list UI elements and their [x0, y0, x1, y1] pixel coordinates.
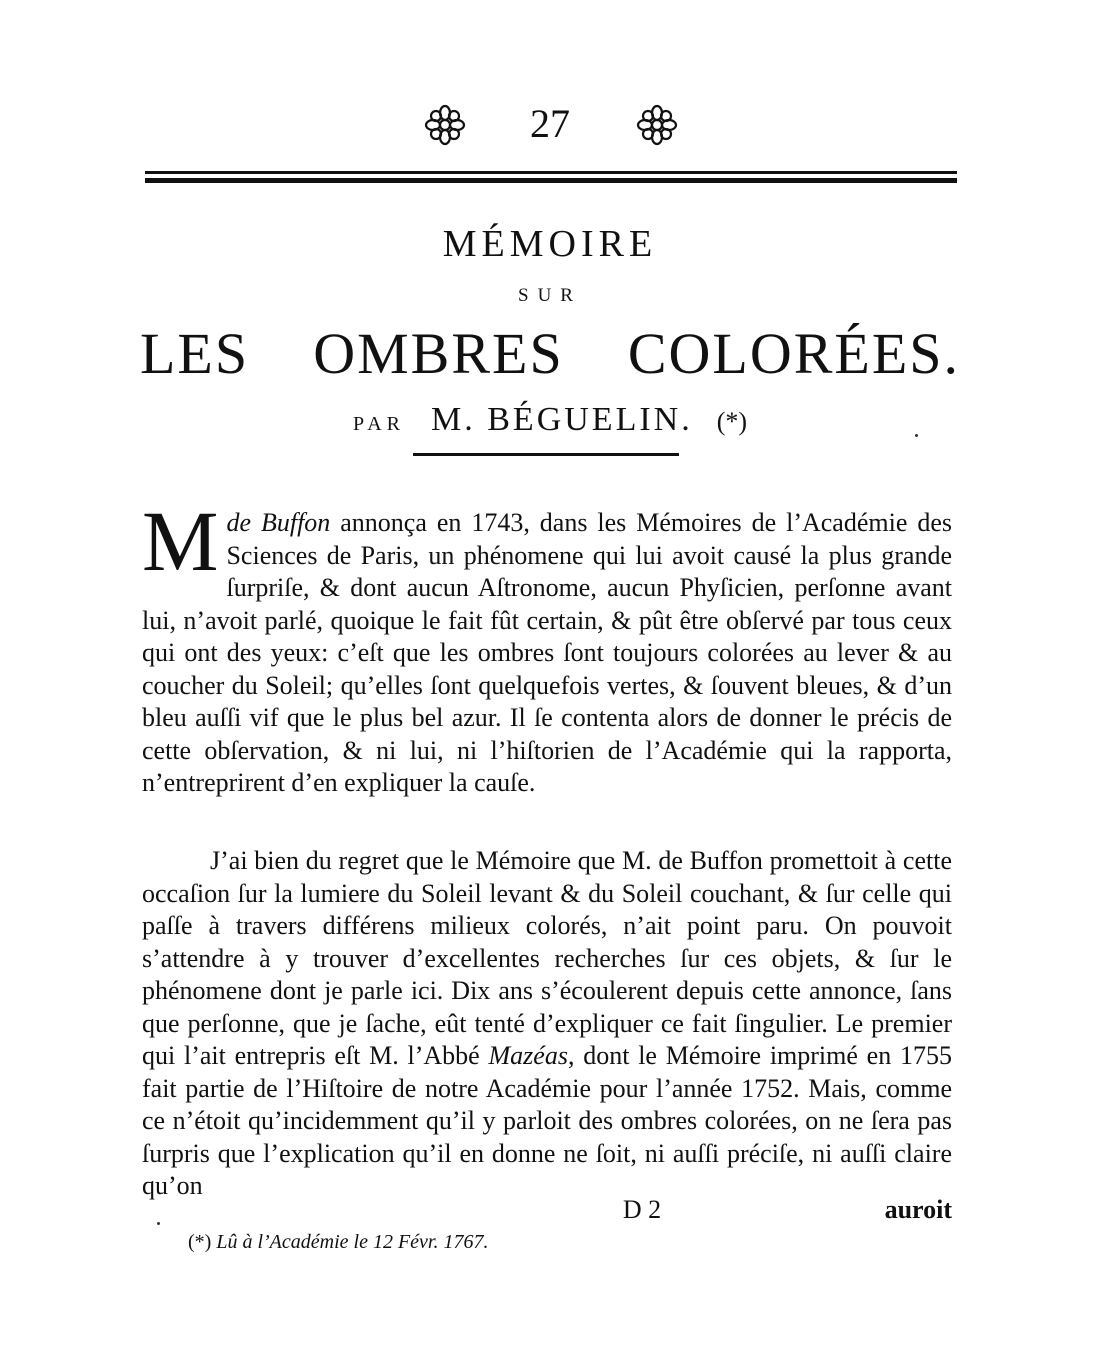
paragraph-2 [142, 845, 952, 1203]
title-word: LES [140, 321, 250, 386]
title-word: COLORÉES. [627, 321, 961, 386]
title-main [140, 320, 960, 388]
print-speck [915, 434, 918, 437]
italic-name: Mazéas [488, 1041, 568, 1070]
footnote-text: Lû à l’Académie le 12 Févr. 1767. [216, 1231, 489, 1253]
header-rule-thick [145, 178, 957, 183]
paragraph-1 [142, 493, 952, 800]
author-byline [0, 398, 1100, 448]
title-word: OMBRES [313, 321, 564, 386]
footnote [188, 1228, 489, 1256]
page-header [0, 100, 1100, 150]
italic-name: de Buffon [226, 508, 331, 537]
paragraph-text: , dont le Mémoire imprimé en 1755 fait partie de l’Hiſtoire de notre Académie pour l’année 1752. Mais, comme ce n’étoit qu’incidemment qu’il y parloit des ombres colorées, on ne ſera pas ſurpris que l’explication qu’il en donne ne ſoit, ni auſſi préciſe, ni auſſi claire qu’on [142, 1041, 952, 1200]
drop-cap: M [142, 493, 219, 589]
floral-ornament-icon [424, 104, 466, 146]
header-rule-thin [145, 171, 957, 174]
catchword: auroit [884, 1195, 952, 1224]
paragraph-text: J’ai bien du regret que le Mémoire que M. de Buffon promettoit à cette occaſion ſur la lumiere du Soleil levant & du Soleil couchant, & ſur celle qui paſſe à travers différens milieux colorés, n’ait point paru. On pouvoit s’attendre à y trouver d’excellentes recherches ſur ces objets, & ſur le phénomene dont je parle ici. Dix ans s’écoulerent depuis cette annonce, ſans que perſonne, que je ſache, eût tenté d’expliquer ce fait ſingulier. Le premier qui l’ait entrepris eſt M. l’Abbé [142, 846, 952, 1070]
author-name: M. BÉGUELIN. [431, 401, 693, 438]
floral-ornament-icon [636, 104, 678, 146]
signature-mark: D 2 [622, 1195, 662, 1224]
print-speck [157, 1222, 160, 1225]
paragraph-text: annonça en 1743, dans les Mémoires de l’Académie des Sciences de Paris, un phénomene qui lui avoit causé la plus grande ſurpriſe, & dont aucun Aſtronome, aucun Phyſicien, perſonne avant lui, n’avoit parlé, quoique le fait fût certain, & pût être obſervé par tous ceux qui ont des yeux: c’eſt que les ombres ſont toujours colorées au lever & au coucher du Soleil; qu’elles ſont quelquefois vertes, & ſouvent bleues, & d’un bleu auſſi vif que le plus bel azur. Il ſe contenta alors de donner le précis de cette obſervation, & ni lui, ni l’hiſtorien de l’Académie qui la rapporta, n’entreprirent d’en expliquer la cauſe. [142, 508, 952, 797]
footnote-mark: (*) [188, 1231, 212, 1253]
title-sur: SUR [518, 285, 582, 306]
byline-par: PAR [352, 413, 406, 435]
title-rule [413, 453, 679, 456]
footnote-reference: (*) [716, 407, 748, 436]
page-number: 27 [530, 101, 570, 146]
signature-line [142, 1194, 952, 1228]
title-memoire: MÉMOIRE [442, 223, 658, 265]
